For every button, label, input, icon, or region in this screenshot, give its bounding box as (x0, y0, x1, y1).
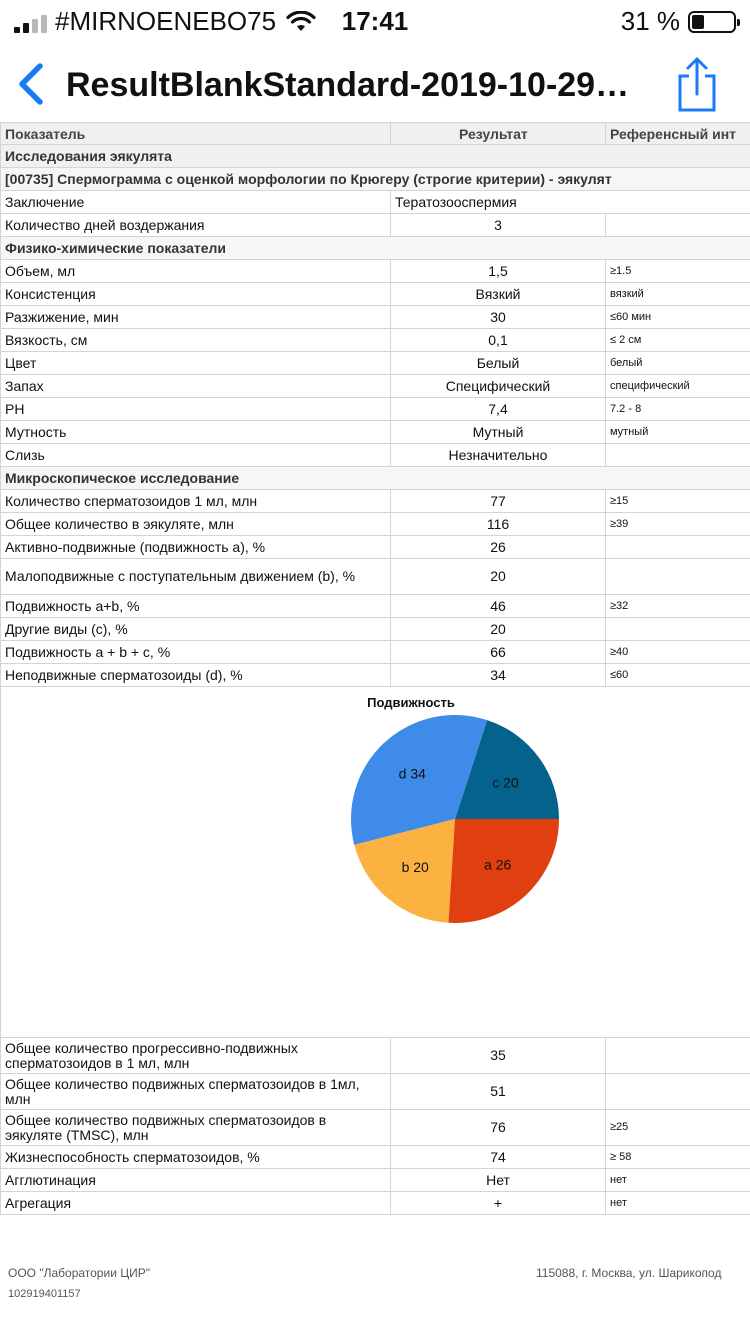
row-reference: мутный (606, 421, 750, 444)
summary-rows (1, 1038, 750, 1215)
row-value: 30 (391, 306, 606, 329)
table-row (1, 283, 750, 306)
chart-row (1, 687, 750, 1038)
group-title: Микроскопическое исследование (1, 467, 750, 490)
row-value: 77 (391, 490, 606, 513)
table-row (1, 1169, 750, 1192)
row-name: Общее количество подвижных сперматозоидов в эякуляте (TMSC), млн (1, 1110, 391, 1146)
table-row (1, 1038, 750, 1074)
table-row (1, 595, 750, 618)
row-reference (606, 536, 750, 559)
row-reference: ≤60 мин (606, 306, 750, 329)
row-name: Подвижность a+b, % (1, 595, 391, 618)
battery-percent: 31 % (620, 6, 680, 36)
row-name: Разжижение, мин (1, 306, 391, 329)
section-title: Исследования эякулята (1, 145, 750, 168)
row-value: 3 (391, 214, 606, 237)
row-reference (606, 618, 750, 641)
row-reference (606, 444, 750, 467)
pie-chart (1, 687, 750, 1037)
table-row (1, 664, 750, 687)
row-value: 51 (391, 1074, 606, 1110)
row-value: 74 (391, 1146, 606, 1169)
row-reference: вязкий (606, 283, 750, 306)
back-chevron-icon[interactable] (12, 60, 52, 108)
header-indicator: Показатель (1, 123, 391, 145)
pie-label-b: b 20 (401, 859, 429, 876)
row-reference: ≥15 (606, 490, 750, 513)
table-row (1, 1192, 750, 1215)
row-reference (606, 1038, 750, 1074)
row-value: Тератозооспермия (391, 191, 750, 214)
footer-organization: ООО "Лаборатории ЦИР" (8, 1266, 150, 1280)
table-row (1, 490, 750, 513)
motility-chart (1, 687, 750, 1037)
row-value: Мутный (391, 421, 606, 444)
row-name: Количество дней воздержания (1, 214, 391, 237)
table-row (1, 191, 750, 214)
row-value: 35 (391, 1038, 606, 1074)
table-row (1, 559, 750, 595)
row-name: Вязкость, см (1, 329, 391, 352)
document-view[interactable] (0, 122, 750, 1334)
pie-label-c: c 20 (492, 774, 519, 791)
row-value: 0,1 (391, 329, 606, 352)
table-row (1, 536, 750, 559)
battery-icon (688, 11, 736, 33)
header-reference: Референсный инт (606, 123, 750, 145)
row-value: 26 (391, 536, 606, 559)
status-right (621, 6, 736, 37)
row-reference: нет (606, 1169, 750, 1192)
row-value: Незначительно (391, 444, 606, 467)
group-title: Физико-химические показатели (1, 237, 750, 260)
table-row (1, 444, 750, 467)
status-bar (0, 0, 750, 40)
row-reference: ≥25 (606, 1110, 750, 1146)
row-name: Общее количество прогрессивно-подвижных сперматозоидов в 1 мл, млн (1, 1038, 391, 1074)
row-value: Специфический (391, 375, 606, 398)
row-reference (606, 1074, 750, 1110)
table-row (1, 641, 750, 664)
table-row (1, 421, 750, 444)
section-row (1, 145, 750, 168)
physchem-rows (1, 260, 750, 467)
row-name: Цвет (1, 352, 391, 375)
row-name: Мутность (1, 421, 391, 444)
row-reference: ≤ 2 см (606, 329, 750, 352)
footer-code: 102919401157 (8, 1288, 81, 1300)
table-row (1, 1110, 750, 1146)
row-reference: ≥ 58 (606, 1146, 750, 1169)
row-reference: ≥39 (606, 513, 750, 536)
row-reference: ≥40 (606, 641, 750, 664)
row-value: + (391, 1192, 606, 1215)
row-name: Объем, мл (1, 260, 391, 283)
table-row (1, 352, 750, 375)
chart-cell (1, 687, 750, 1038)
row-name: Заключение (1, 191, 391, 214)
table-row (1, 375, 750, 398)
table-row (1, 260, 750, 283)
row-reference (606, 214, 750, 237)
group-row (1, 237, 750, 260)
row-value: 34 (391, 664, 606, 687)
pie-label-d: d 34 (398, 765, 426, 782)
clock: 17:41 (341, 6, 409, 36)
procedure-row (1, 168, 750, 191)
chart-title: Подвижность (367, 695, 455, 710)
pie-label-a: a 26 (484, 856, 512, 873)
row-name: Общее количество подвижных сперматозоидов в 1мл, млн (1, 1074, 391, 1110)
row-name: Количество сперматозоидов 1 мл, млн (1, 490, 391, 513)
row-name: Запах (1, 375, 391, 398)
row-reference: специфический (606, 375, 750, 398)
table-row (1, 398, 750, 421)
carrier-name: #MIRNOENEBO75 (55, 6, 277, 36)
row-reference: 7.2 - 8 (606, 398, 750, 421)
row-value: Нет (391, 1169, 606, 1192)
row-reference: белый (606, 352, 750, 375)
microscopy-rows (1, 490, 750, 687)
table-row (1, 1146, 750, 1169)
table-row (1, 214, 750, 237)
header-result: Результат (391, 123, 606, 145)
row-name: Неподвижные сперматозоиды (d), % (1, 664, 391, 687)
row-value: 76 (391, 1110, 606, 1146)
row-name: Малоподвижные с поступательным движением (b), % (1, 559, 391, 595)
table-row (1, 1074, 750, 1110)
row-value: 66 (391, 641, 606, 664)
row-reference: ≤60 (606, 664, 750, 687)
footer-address: 115088, г. Москва, ул. Шарикопод (536, 1266, 722, 1280)
row-value: Вязкий (391, 283, 606, 306)
row-reference (606, 559, 750, 595)
row-name: Жизнеспособность сперматозоидов, % (1, 1146, 391, 1169)
row-value: 20 (391, 559, 606, 595)
results-table (0, 122, 750, 1215)
row-name: Активно-подвижные (подвижность a), % (1, 536, 391, 559)
procedure-title: [00735] Спермограмма с оценкой морфологии по Крюгеру (строгие критерии) - эякулят (1, 168, 750, 191)
table-row (1, 306, 750, 329)
row-name: PH (1, 398, 391, 421)
row-name: Агглютинация (1, 1169, 391, 1192)
navigation-bar (0, 46, 750, 122)
row-reference: ≥1.5 (606, 260, 750, 283)
row-name: Слизь (1, 444, 391, 467)
row-value: 46 (391, 595, 606, 618)
row-name: Агрегация (1, 1192, 391, 1215)
table-row (1, 329, 750, 352)
row-name: Консистенция (1, 283, 391, 306)
row-value: 1,5 (391, 260, 606, 283)
row-reference: ≥32 (606, 595, 750, 618)
row-value: 116 (391, 513, 606, 536)
row-name: Подвижность a + b + c, % (1, 641, 391, 664)
table-row (1, 618, 750, 641)
row-value: 7,4 (391, 398, 606, 421)
table-header-row (1, 123, 750, 145)
battery-fill (692, 15, 704, 29)
row-name: Общее количество в эякуляте, млн (1, 513, 391, 536)
row-name: Другие виды (c), % (1, 618, 391, 641)
share-icon[interactable] (672, 54, 722, 114)
group-row (1, 467, 750, 490)
document-title: ResultBlankStandard-2019-10-29… (66, 66, 630, 104)
row-value: Белый (391, 352, 606, 375)
row-value: 20 (391, 618, 606, 641)
table-row (1, 513, 750, 536)
row-reference: нет (606, 1192, 750, 1215)
